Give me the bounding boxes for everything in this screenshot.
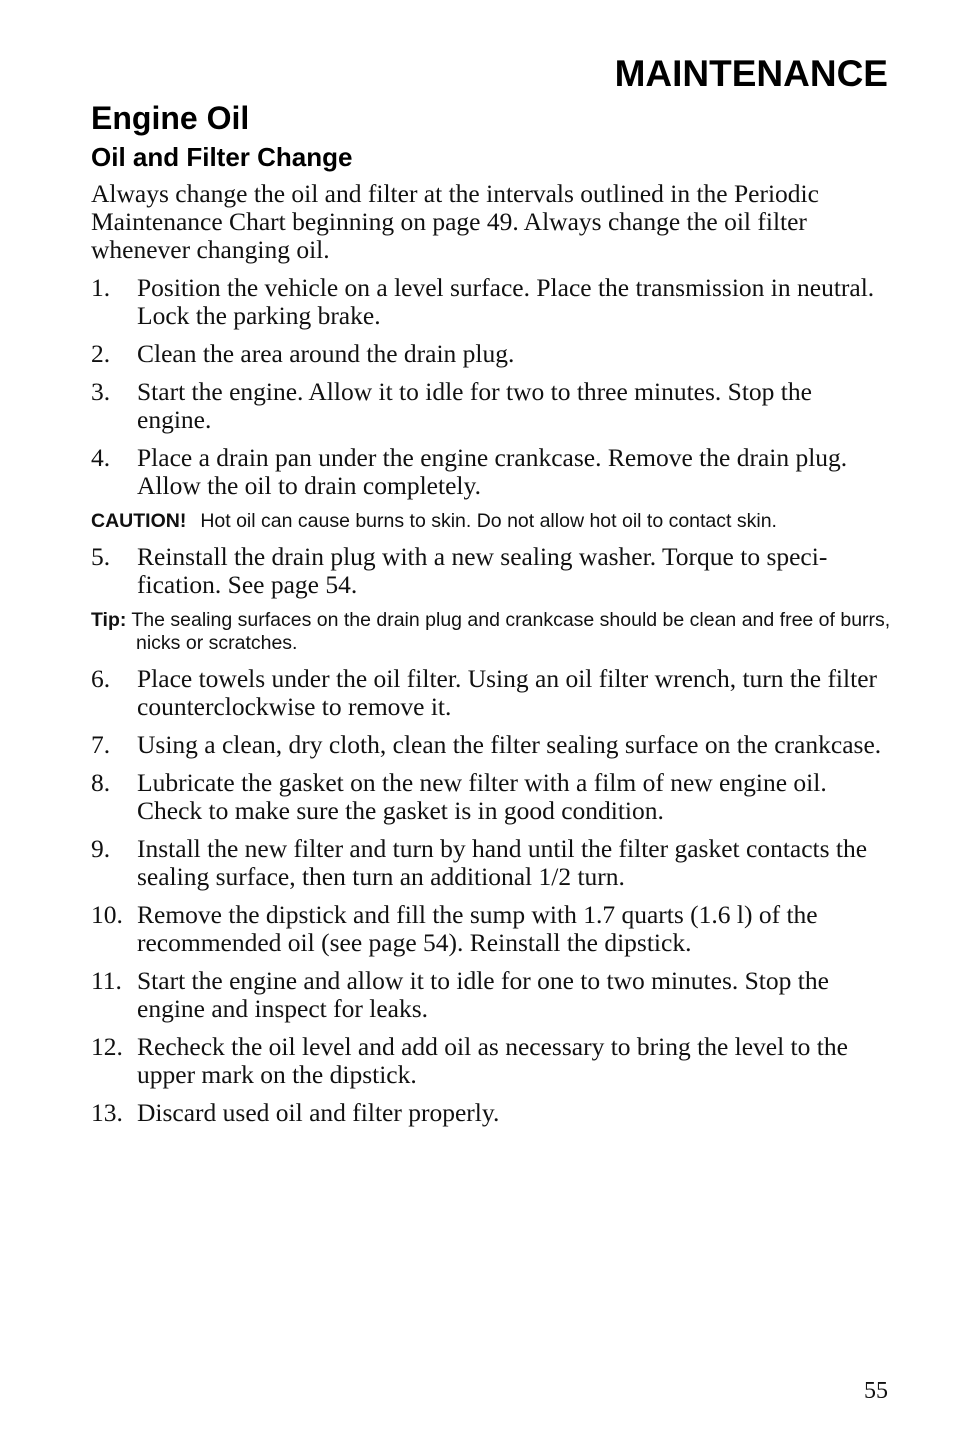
step-text: Clean the area around the drain plug. [137, 339, 515, 368]
step-text: Lubricate the gasket on the new filter with a film of new engine oil. Check to make sure the gasket is in good condition. [137, 768, 827, 825]
list-item [91, 340, 891, 368]
step-text: Place a drain pan under the engine crankcase. Remove the drain plug. Allow the oil to drain completely. [137, 443, 848, 500]
step-number: 8. [91, 768, 111, 797]
page-subtitle: Oil and Filter Change [91, 142, 353, 172]
step-text: Start the engine. Allow it to idle for two to three minutes. Stop the engine. [137, 377, 812, 434]
list-item [91, 835, 891, 891]
list-item [91, 901, 891, 957]
list-item [91, 378, 891, 434]
step-number: 11. [91, 966, 122, 995]
step-number: 9. [91, 834, 111, 863]
list-item [91, 444, 891, 500]
step-number: 2. [91, 339, 111, 368]
step-text: Discard used oil and filter properly. [137, 1098, 500, 1127]
step-text: Install the new filter and turn by hand until the filter gasket contacts the sealing surface, then turn an additional 1/2 turn. [137, 834, 868, 891]
tip-text: The sealing surfaces on the drain plug and crankcase should be clean and free of burrs, nicks or scratches. [131, 609, 891, 654]
list-item [91, 274, 891, 330]
list-item [91, 1033, 891, 1089]
caution-note [91, 510, 891, 533]
step-number: 6. [91, 664, 111, 693]
page-title: Engine Oil [91, 100, 250, 136]
caution-label: CAUTION! [91, 510, 187, 532]
step-text: Reinstall the drain plug with a new sealing washer. Torque to speci-fication. See page 54. [137, 542, 828, 599]
list-item [91, 1099, 891, 1127]
step-number: 12. [91, 1032, 123, 1061]
list-item [91, 543, 891, 599]
tip-note [91, 609, 891, 655]
list-item [91, 665, 891, 721]
step-number: 13. [91, 1098, 123, 1127]
step-number: 7. [91, 730, 111, 759]
step-text: Position the vehicle on a level surface. Place the transmission in neutral. Lock the parking brake. [137, 273, 875, 330]
step-number: 10. [91, 900, 123, 929]
caution-text: Hot oil can cause burns to skin. Do not allow hot oil to contact skin. [200, 510, 777, 532]
intro-paragraph: Always change the oil and filter at the intervals outlined in the Periodic Maintenance Chart beginning on page 49. Always change the oil filter whenever changing oil. [91, 179, 819, 264]
step-number: 3. [91, 377, 111, 406]
list-item [91, 731, 891, 759]
section-header: MAINTENANCE [614, 53, 888, 94]
step-number: 1. [91, 273, 111, 302]
step-text: Using a clean, dry cloth, clean the filter sealing surface on the crankcase. [137, 730, 882, 759]
tip-label: Tip: [91, 609, 127, 631]
step-text: Recheck the oil level and add oil as necessary to bring the level to the upper mark on the dipstick. [137, 1032, 848, 1089]
list-item [91, 967, 891, 1023]
list-item [91, 769, 891, 825]
step-text: Remove the dipstick and fill the sump with 1.7 quarts (1.6 l) of the recommended oil (see page 54). Reinstall the dipstick. [137, 900, 818, 957]
step-number: 4. [91, 443, 111, 472]
step-text: Place towels under the oil filter. Using an oil filter wrench, turn the filter counterclockwise to remove it. [137, 664, 877, 721]
page-number: 55 [864, 1378, 888, 1404]
page-content [91, 96, 891, 1137]
step-text: Start the engine and allow it to idle for one to two minutes. Stop the engine and inspect for leaks. [137, 966, 829, 1023]
step-number: 5. [91, 542, 111, 571]
